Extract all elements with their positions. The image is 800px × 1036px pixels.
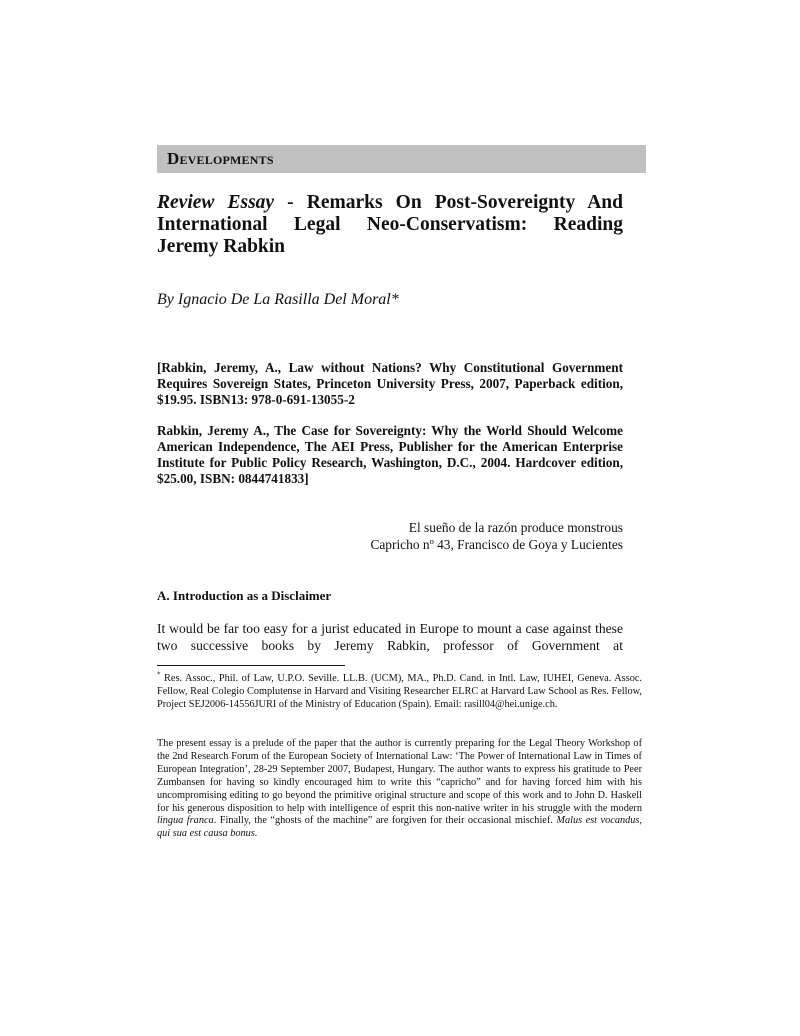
footnote-divider <box>157 665 345 666</box>
footnote-acknowledgement <box>157 738 642 841</box>
footnote-italic-part: lingua franca <box>157 815 214 827</box>
reviewed-book-reference: Rabkin, Jeremy A., The Case for Sovereignty: Why the World Should Welcome American Independence, The AEI Press, Publisher for the American Enterprise Institute for Public Policy Research, Washington, D.C., 2004. Hardcover edition, $25.00, ISBN: 0844741833] <box>157 423 623 486</box>
section-banner <box>157 145 646 173</box>
epigraph-attribution: Capricho nº 43, Francisco de Goya y Lucientes <box>370 537 623 552</box>
epigraph <box>370 519 623 553</box>
footnote-author-text: Res. Assoc., Phil. of Law, U.P.O. Seville. LL.B. (UCM), MA., Ph.D. Cand. in Intl. Law, IUHEI, Geneva. Assoc. Fellow, Real Colegio Complutense in Harvard and Visiting Researcher ELRC at Harvard Law School as Res. Fellow, Project SEJ2006-14556JURI of the Ministry of Education (Spain). Email: rasill04@hei.unige.ch. <box>157 673 642 710</box>
section-label: Developments <box>167 149 274 168</box>
footnote-text-part: The present essay is a prelude of the paper that the author is currently preparing for the Legal Theory Workshop of the 2nd Research Forum of the European Society of International Law: ‘The Power of International Law in Times of European Integration’, 28-29 September 2007, Budapest, Hungary. The author wants to express his gratitude to Peer Zumbansen for having so kindly encouraged him to write this “capricho” and for having forced him with his uncompromising editing to go beyond the primitive original structure and scope of this work and to John D. Haskell for his generous disposition to help with intelligence of esprit this non-native writer in his struggle with the modern <box>157 738 642 814</box>
body-paragraph: It would be far too easy for a jurist educated in Europe to mount a case against these two successive books by Jeremy Rabkin, professor of Government at <box>157 621 623 653</box>
epigraph-quote: El sueño de la razón produce monstrous <box>408 520 623 535</box>
title-main-part: - Remarks On Post-Sovereignty And International Legal Neo-Conservatism: Reading Jeremy Rabkin <box>157 192 623 257</box>
footnote-author <box>157 670 642 712</box>
section-heading: A. Introduction as a Disclaimer <box>157 588 332 603</box>
reviewed-book-reference: [Rabkin, Jeremy, A., Law without Nations? Why Constitutional Government Requires Sovereign States, Princeton University Press, 2007, Paperback edition, $19.95. ISBN13: 978-0-691-13055-2 <box>157 360 623 407</box>
author-byline: By Ignacio De La Rasilla Del Moral* <box>157 291 399 308</box>
footnote-marker: * <box>157 670 161 679</box>
article-title <box>157 192 623 258</box>
title-italic-part: Review Essay <box>157 192 275 213</box>
footnote-latin-motto: Malus est vocandus, qui sua est causa bonus. <box>157 815 642 840</box>
footnote-text-part: . Finally, the “ghosts of the machine” are forgiven for their occasional mischief. <box>213 815 557 827</box>
